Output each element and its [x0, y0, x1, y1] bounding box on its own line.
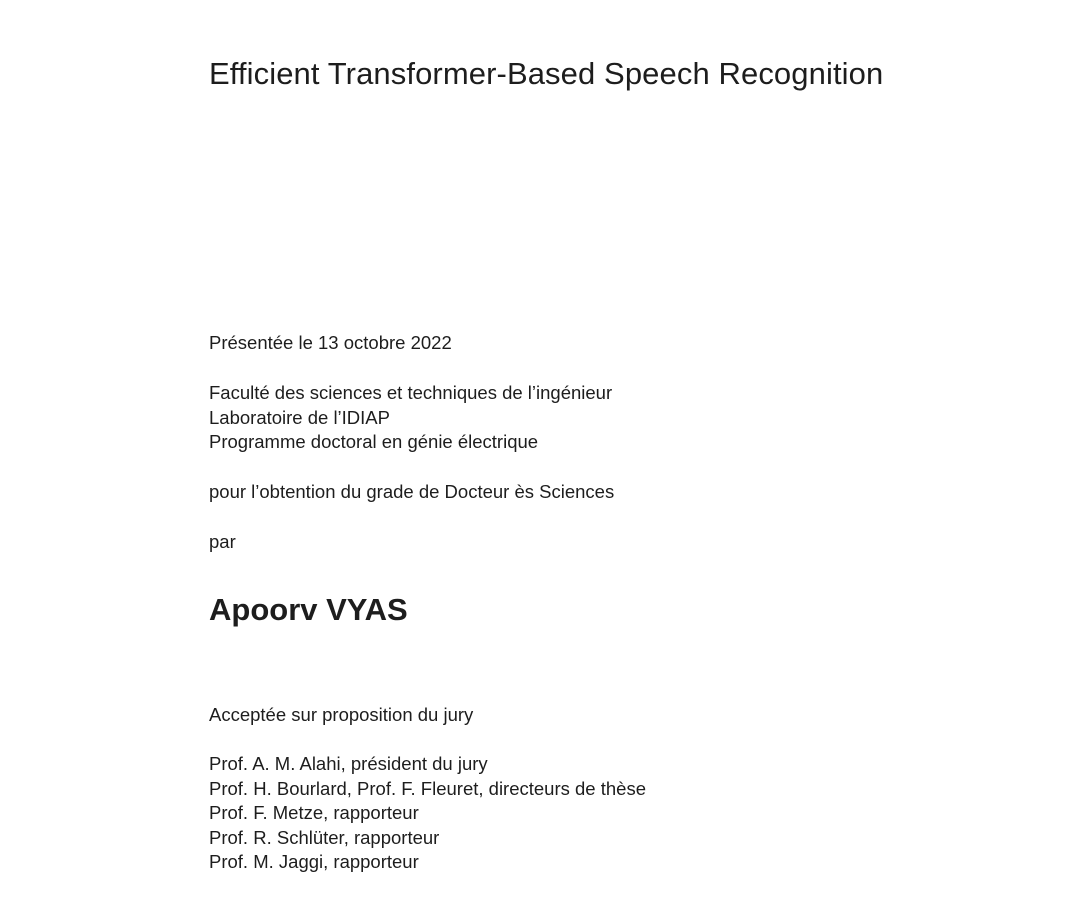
degree-block [209, 480, 614, 505]
jury-intro-block [209, 703, 473, 728]
jury-list [209, 752, 646, 875]
laboratory-name: Laboratoire de l’IDIAP [209, 406, 390, 428]
jury-member: Prof. F. Metze, rapporteur [209, 802, 419, 823]
author-name: Apoorv VYAS [209, 592, 408, 627]
doctoral-program: Programme doctoral en génie électrique [209, 431, 539, 452]
jury-member: Prof. M. Jaggi, rapporteur [209, 851, 419, 872]
presentation-date-block [209, 331, 452, 356]
institution-block [209, 381, 612, 455]
faculty-name: Faculté des sciences et techniques de l’ingénieur [209, 382, 613, 403]
jury-member: Prof. A. M. Alahi, président du jury [209, 753, 488, 774]
jury-member: Prof. R. Schlüter, rapporteur [209, 826, 440, 848]
thesis-title: Efficient Transformer-Based Speech Recognition [209, 56, 884, 91]
degree-statement: pour l’obtention du grade de Docteur ès Sciences [209, 481, 615, 502]
jury-intro: Acceptée sur proposition du jury [209, 704, 474, 725]
by-block [209, 530, 236, 555]
presentation-date: Présentée le 13 octobre 2022 [209, 332, 452, 353]
by-label: par [209, 531, 236, 552]
jury-member: Prof. H. Bourlard, Prof. F. Fleuret, directeurs de thèse [209, 777, 646, 799]
